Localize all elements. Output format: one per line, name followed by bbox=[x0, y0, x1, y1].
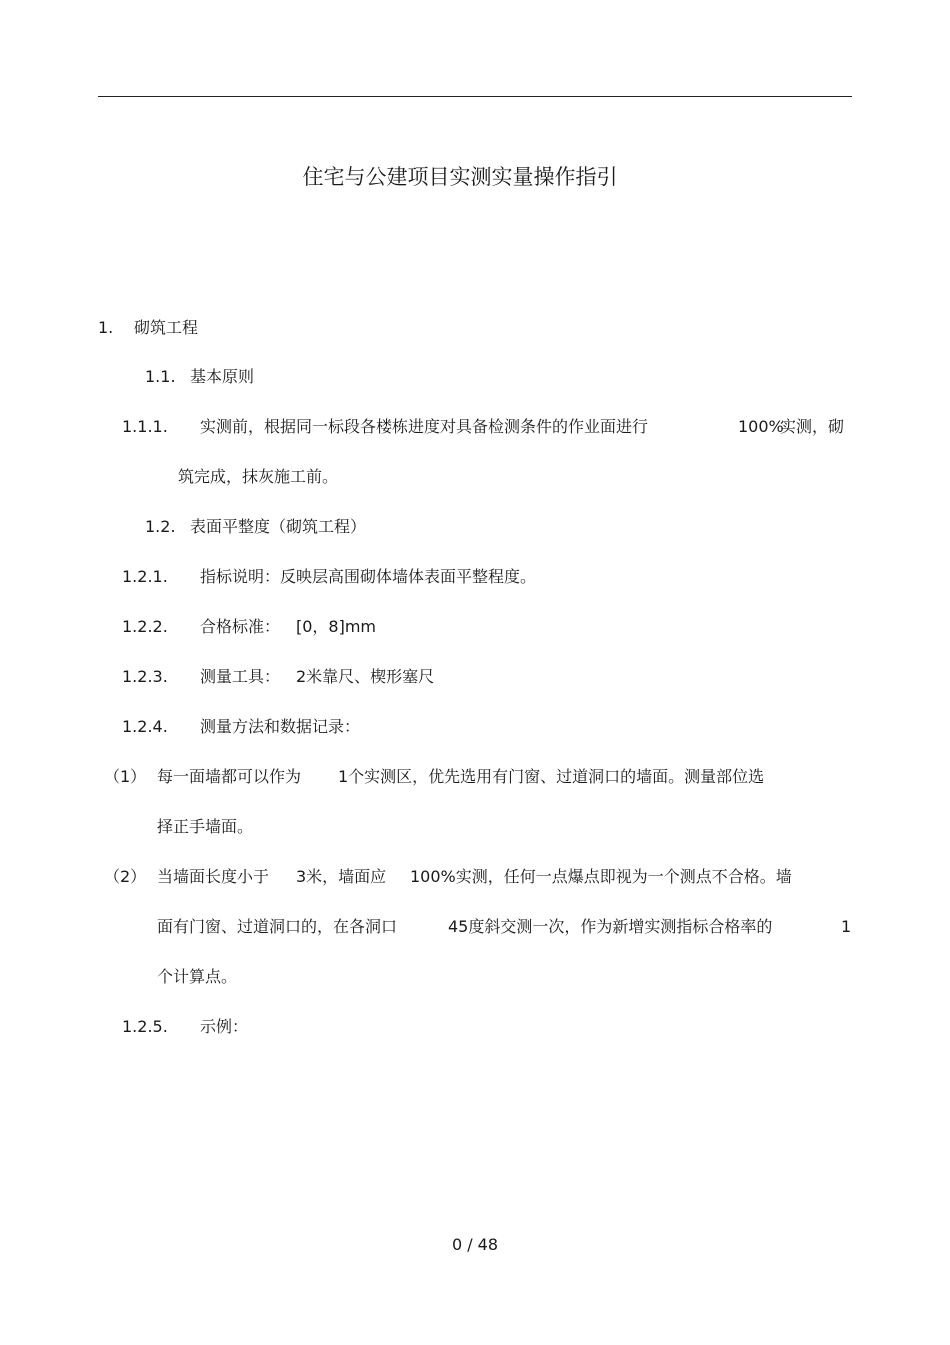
section-1-2-1-text: 指标说明：反映层高围砌体墙体表面平整程度。 bbox=[200, 567, 537, 586]
section-1-2-3-label: 测量工具： bbox=[200, 667, 281, 686]
section-1-2-4-text: 测量方法和数据记录： bbox=[200, 717, 361, 736]
section-1-2-3-number: 1.2.3. bbox=[122, 667, 168, 686]
section-1-2-4-number: 1.2.4. bbox=[122, 717, 168, 736]
page-number: 0 / 48 bbox=[451, 1235, 499, 1254]
item-2-line2-c: 1 bbox=[841, 917, 852, 936]
section-1-1-heading: 基本原则 bbox=[190, 367, 255, 386]
section-1-1-number: 1.1. bbox=[145, 367, 176, 386]
section-1-2-1-number: 1.2.1. bbox=[122, 567, 168, 586]
section-1-2-heading: 表面平整度（砌筑工程） bbox=[190, 517, 367, 536]
item-1-text-b: 1个实测区，优先选用有门窗、过道洞口的墙面。测量部位选 bbox=[338, 767, 765, 786]
item-2-line3: 个计算点。 bbox=[157, 967, 238, 986]
section-1-2-5-number: 1.2.5. bbox=[122, 1017, 168, 1036]
item-1-text-a: 每一面墙都可以作为 bbox=[157, 767, 302, 786]
section-1-1-1-text-continued: 筑完成，抹灰施工前。 bbox=[178, 467, 339, 486]
item-2-line2-a: 面有门窗、过道洞口的，在各洞口 bbox=[157, 917, 398, 936]
section-1-2-2-label: 合格标准： bbox=[200, 617, 281, 636]
item-2-text-b: 3米，墙面应 bbox=[296, 867, 387, 886]
section-1-1-1-text-end: 实测，砌 bbox=[780, 417, 845, 436]
header-rule bbox=[98, 96, 852, 97]
section-1-2-2-number: 1.2.2. bbox=[122, 617, 168, 636]
item-2-marker: （2） bbox=[104, 867, 147, 886]
item-1-marker: （1） bbox=[104, 767, 147, 786]
item-2-text-c: 100%实测，任何一点爆点即视为一个测点不合格。墙 bbox=[410, 867, 792, 886]
section-1-1-1-percent: 100% bbox=[738, 417, 784, 436]
item-2-line2-b: 45度斜交测一次，作为新增实测指标合格率的 bbox=[448, 917, 773, 936]
section-1-heading: 砌筑工程 bbox=[134, 318, 199, 337]
section-1-1-1-number: 1.1.1. bbox=[122, 417, 168, 436]
section-1-2-number: 1.2. bbox=[145, 517, 176, 536]
section-1-number: 1. bbox=[98, 318, 114, 337]
item-2-text-a: 当墙面长度小于 bbox=[157, 867, 270, 886]
section-1-1-1-text: 实测前，根据同一标段各楼栋进度对具备检测条件的作业面进行 bbox=[200, 417, 649, 436]
section-1-2-2-value: [0，8]mm bbox=[296, 617, 377, 636]
item-1-text-continued: 择正手墙面。 bbox=[157, 817, 254, 836]
section-1-2-5-text: 示例： bbox=[200, 1017, 249, 1036]
document-title: 住宅与公建项目实测实量操作指引 bbox=[302, 165, 618, 189]
section-1-2-3-value: 2米靠尺、楔形塞尺 bbox=[296, 667, 435, 686]
